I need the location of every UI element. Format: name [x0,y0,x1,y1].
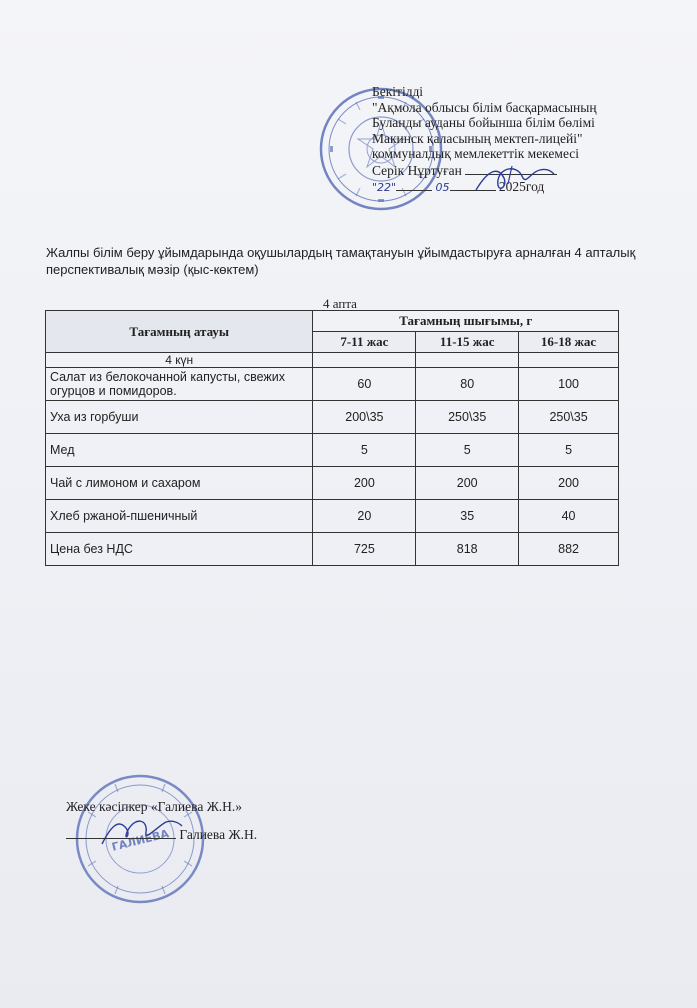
date-year: 2025год [498,179,545,194]
date-day-line [396,178,432,191]
approval-line-3: Макинск қаласының мектеп-лицейі" [372,130,583,146]
value-16-18: 40 [519,500,619,533]
table-row [46,467,619,500]
value-16-18: 882 [519,533,619,566]
day-label: 4 күн [46,353,313,368]
value-11-15: 818 [416,533,519,566]
value-11-15: 5 [416,434,519,467]
value-7-11: 5 [313,434,416,467]
footer-signer-name: Галиева Ж.Н. [179,827,258,842]
value-7-11: 60 [313,368,416,401]
entrepreneur-label: Жеке кәсіпкер «Галиева Ж.Н.» [66,799,243,814]
value-11-15: 35 [416,500,519,533]
document-intro: Жалпы білім беру ұйымдарында оқушылардың тамақтануын ұйымдастыруға арналған 4 апталық перспективалық мәзір (қыс-көктем) [46,245,636,277]
value-7-11: 200 [313,467,416,500]
approval-title: Бекітілді [372,84,424,99]
footer-block [66,798,366,842]
seal-center-text: ГАЛИЕВА [110,827,171,854]
table-row [46,533,619,566]
value-11-15: 200 [416,467,519,500]
value-7-11: 200\35 [313,401,416,434]
week-label: 4 апта [323,296,357,311]
header-age-2: 11-15 жас [416,332,519,353]
header-age-3: 16-18 жас [519,332,619,353]
date-month: 05 [435,181,450,194]
table-header-row [46,311,619,332]
day-row [46,353,619,368]
value-16-18: 250\35 [519,401,619,434]
table-row [46,500,619,533]
value-16-18: 5 [519,434,619,467]
director-name: Серік Нұртуған [372,162,462,178]
table-row [46,401,619,434]
table-row [46,368,619,401]
header-dish-name: Тағамның атауы [46,311,313,353]
dish-name: Мед [46,434,313,467]
day-empty-2 [416,353,519,368]
header-output: Тағамның шығымы, г [313,311,619,332]
value-11-15: 250\35 [416,401,519,434]
approval-line-1: "Ақмола облысы білім басқармасының [372,99,597,115]
day-empty-3 [519,353,619,368]
dish-name: Чай с лимоном и сахаром [46,467,313,500]
value-11-15: 80 [416,368,519,401]
footer-signature-row [66,826,257,843]
value-16-18: 200 [519,467,619,500]
value-16-18: 100 [519,368,619,401]
director-signature [468,160,558,200]
approval-line-2: Буланды ауданы бойынша білім бөлімі [372,115,595,130]
approval-line-4: коммуналдық мемлекеттік мекемесі [372,146,580,161]
menu-table [45,310,619,566]
day-empty-1 [313,353,416,368]
header-age-1: 7-11 жас [313,332,416,353]
dish-name: Салат из белокочанной капусты, свежих огурцов и помидоров. [46,368,313,401]
footer-signature-line [66,826,176,839]
dish-name: Хлеб ржаной-пшеничный [46,500,313,533]
table-row [46,434,619,467]
dish-name: Цена без НДС [46,533,313,566]
dish-name: Уха из горбуши [46,401,313,434]
value-7-11: 20 [313,500,416,533]
value-7-11: 725 [313,533,416,566]
date-day: "22" [372,181,397,194]
